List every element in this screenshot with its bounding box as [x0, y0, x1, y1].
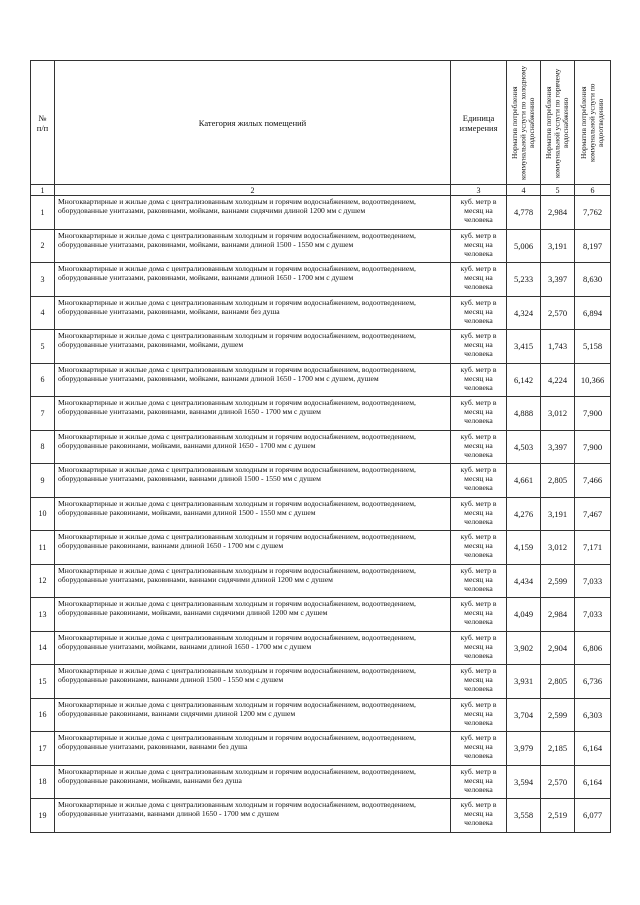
row-cold-water-norm: 4,049 [507, 598, 541, 632]
row-unit: куб. метр в месяц на человека [451, 497, 507, 531]
table-row [31, 229, 611, 263]
row-unit: куб. метр в месяц на человека [451, 732, 507, 766]
row-hot-water-norm: 2,185 [541, 732, 575, 766]
row-category: Многоквартирные и жилые дома с централизованным холодным и горячим водоснабжением, водоотведением, оборудованные унитазами, раковинами, мойками, ваннами длиной 1650 - 1700 мм с душем [55, 263, 451, 297]
row-sewerage-norm: 6,077 [575, 799, 611, 833]
column-number: 5 [541, 185, 575, 196]
row-cold-water-norm: 3,902 [507, 631, 541, 665]
table-row [31, 564, 611, 598]
row-sewerage-norm: 7,171 [575, 531, 611, 565]
row-hot-water-norm: 4,224 [541, 363, 575, 397]
column-number: 2 [55, 185, 451, 196]
row-sewerage-norm: 7,900 [575, 397, 611, 431]
row-cold-water-norm: 5,233 [507, 263, 541, 297]
row-category: Многоквартирные и жилые дома с централизованным холодным и горячим водоснабжением, водоотведением, оборудованные унитазами, мойками, ваннами длиной 1650 - 1700 мм с душем [55, 631, 451, 665]
table-row [31, 464, 611, 498]
table-row [31, 263, 611, 297]
table-row [31, 531, 611, 565]
table-row [31, 363, 611, 397]
row-cold-water-norm: 3,704 [507, 698, 541, 732]
header-hot-water: Норматив потребления коммунальной услуги по горячему водоснабжению [541, 61, 575, 185]
row-cold-water-norm: 3,558 [507, 799, 541, 833]
row-sewerage-norm: 6,894 [575, 296, 611, 330]
row-sewerage-norm: 7,900 [575, 430, 611, 464]
row-hot-water-norm: 3,397 [541, 263, 575, 297]
row-hot-water-norm: 2,570 [541, 296, 575, 330]
row-cold-water-norm: 4,503 [507, 430, 541, 464]
row-unit: куб. метр в месяц на человека [451, 296, 507, 330]
row-number: 12 [31, 564, 55, 598]
row-unit: куб. метр в месяц на человека [451, 799, 507, 833]
row-cold-water-norm: 4,778 [507, 196, 541, 230]
row-number: 15 [31, 665, 55, 699]
table-row [31, 598, 611, 632]
row-unit: куб. метр в месяц на человека [451, 363, 507, 397]
row-sewerage-norm: 6,164 [575, 765, 611, 799]
row-cold-water-norm: 4,661 [507, 464, 541, 498]
row-category: Многоквартирные и жилые дома с централизованным холодным и горячим водоснабжением, водоотведением, оборудованные унитазами, раковинами, мойками, ваннами длиной 1650 - 1700 мм с душем, душем [55, 363, 451, 397]
row-unit: куб. метр в месяц на человека [451, 631, 507, 665]
row-cold-water-norm: 4,434 [507, 564, 541, 598]
table-row [31, 196, 611, 230]
header-sewerage: Норматив потребления коммунальной услуги по водоотведению [575, 61, 611, 185]
table-row [31, 732, 611, 766]
row-category: Многоквартирные и жилые дома с централизованным холодным и горячим водоснабжением, водоотведением, оборудованные унитазами, раковинами, ваннами длиной 1500 - 1550 мм с душем [55, 464, 451, 498]
row-sewerage-norm: 6,736 [575, 665, 611, 699]
table-row [31, 665, 611, 699]
consumption-norms-table [30, 60, 611, 833]
row-cold-water-norm: 3,931 [507, 665, 541, 699]
row-sewerage-norm: 7,033 [575, 564, 611, 598]
table-row [31, 330, 611, 364]
row-sewerage-norm: 7,033 [575, 598, 611, 632]
row-category: Многоквартирные и жилые дома с централизованным холодным и горячим водоснабжением, водоотведением, оборудованные раковинами, мойками, ваннами сидячими длиной 1200 мм с душем [55, 598, 451, 632]
row-unit: куб. метр в месяц на человека [451, 698, 507, 732]
row-cold-water-norm: 5,006 [507, 229, 541, 263]
row-cold-water-norm: 4,276 [507, 497, 541, 531]
table-row [31, 430, 611, 464]
row-number: 6 [31, 363, 55, 397]
row-number: 9 [31, 464, 55, 498]
table-body [31, 196, 611, 833]
row-hot-water-norm: 2,519 [541, 799, 575, 833]
table-row [31, 497, 611, 531]
row-unit: куб. метр в месяц на человека [451, 196, 507, 230]
row-unit: куб. метр в месяц на человека [451, 397, 507, 431]
row-category: Многоквартирные и жилые дома с централизованным холодным и горячим водоснабжением, водоотведением, оборудованные унитазами, раковинами, ваннами без душа [55, 732, 451, 766]
row-hot-water-norm: 3,012 [541, 531, 575, 565]
row-sewerage-norm: 7,762 [575, 196, 611, 230]
row-unit: куб. метр в месяц на человека [451, 531, 507, 565]
row-hot-water-norm: 1,743 [541, 330, 575, 364]
row-cold-water-norm: 4,888 [507, 397, 541, 431]
row-number: 11 [31, 531, 55, 565]
row-unit: куб. метр в месяц на человека [451, 464, 507, 498]
row-category: Многоквартирные и жилые дома с централизованным холодным и горячим водоснабжением, водоотведением, оборудованные унитазами, ваннами длиной 1650 - 1700 мм с душем [55, 799, 451, 833]
row-unit: куб. метр в месяц на человека [451, 430, 507, 464]
table-row [31, 296, 611, 330]
table-row [31, 799, 611, 833]
row-unit: куб. метр в месяц на человека [451, 598, 507, 632]
row-number: 13 [31, 598, 55, 632]
row-category: Многоквартирные и жилые дома с централизованным холодным и горячим водоснабжением, водоотведением, оборудованные унитазами, раковинами, ваннами длиной 1650 - 1700 мм с душем [55, 397, 451, 431]
row-sewerage-norm: 6,303 [575, 698, 611, 732]
row-sewerage-norm: 8,197 [575, 229, 611, 263]
row-hot-water-norm: 2,984 [541, 598, 575, 632]
row-number: 5 [31, 330, 55, 364]
row-category: Многоквартирные и жилые дома с централизованным холодным и горячим водоснабжением, водоотведением, оборудованные раковинами, ваннами длиной 1500 - 1550 мм с душем [55, 665, 451, 699]
column-number-row [31, 185, 611, 196]
row-hot-water-norm: 2,599 [541, 564, 575, 598]
row-number: 18 [31, 765, 55, 799]
table-header-row [31, 61, 611, 185]
table-row [31, 631, 611, 665]
row-sewerage-norm: 6,806 [575, 631, 611, 665]
row-hot-water-norm: 3,397 [541, 430, 575, 464]
row-category: Многоквартирные и жилые дома с централизованным холодным и горячим водоснабжением, водоотведением, оборудованные раковинами, мойками, ваннами длиной 1650 - 1700 мм с душем [55, 430, 451, 464]
row-hot-water-norm: 3,191 [541, 497, 575, 531]
row-number: 19 [31, 799, 55, 833]
row-unit: куб. метр в месяц на человека [451, 229, 507, 263]
row-number: 1 [31, 196, 55, 230]
row-cold-water-norm: 6,142 [507, 363, 541, 397]
row-number: 8 [31, 430, 55, 464]
row-unit: куб. метр в месяц на человека [451, 665, 507, 699]
row-category: Многоквартирные и жилые дома с централизованным холодным и горячим водоснабжением, водоотведением, оборудованные унитазами, раковинами, ваннами сидячими длиной 1200 мм с душем [55, 564, 451, 598]
row-sewerage-norm: 10,366 [575, 363, 611, 397]
row-cold-water-norm: 4,159 [507, 531, 541, 565]
row-hot-water-norm: 2,984 [541, 196, 575, 230]
row-number: 16 [31, 698, 55, 732]
row-sewerage-norm: 5,158 [575, 330, 611, 364]
row-hot-water-norm: 3,012 [541, 397, 575, 431]
row-category: Многоквартирные и жилые дома с централизованным холодным и горячим водоснабжением, водоотведением, оборудованные раковинами, мойками, ваннами длиной 1500 - 1550 мм с душем [55, 497, 451, 531]
column-number: 6 [575, 185, 611, 196]
table-row [31, 397, 611, 431]
row-category: Многоквартирные и жилые дома с централизованным холодным и горячим водоснабжением, водоотведением, оборудованные раковинами, ваннами сидячими длиной 1200 мм с душем [55, 698, 451, 732]
header-category: Категория жилых помещений [55, 61, 451, 185]
row-hot-water-norm: 2,805 [541, 464, 575, 498]
column-number: 1 [31, 185, 55, 196]
row-unit: куб. метр в месяц на человека [451, 330, 507, 364]
row-category: Многоквартирные и жилые дома с централизованным холодным и горячим водоснабжением, водоотведением, оборудованные раковинами, мойками, ваннами без душа [55, 765, 451, 799]
row-cold-water-norm: 3,415 [507, 330, 541, 364]
row-cold-water-norm: 3,594 [507, 765, 541, 799]
row-cold-water-norm: 3,979 [507, 732, 541, 766]
row-number: 14 [31, 631, 55, 665]
row-category: Многоквартирные и жилые дома с централизованным холодным и горячим водоснабжением, водоотведением, оборудованные унитазами, раковинами, мойками, душем [55, 330, 451, 364]
row-number: 3 [31, 263, 55, 297]
row-cold-water-norm: 4,324 [507, 296, 541, 330]
document-page [30, 60, 610, 833]
row-sewerage-norm: 8,630 [575, 263, 611, 297]
row-category: Многоквартирные и жилые дома с централизованным холодным и горячим водоснабжением, водоотведением, оборудованные унитазами, раковинами, мойками, ваннами без душа [55, 296, 451, 330]
row-number: 2 [31, 229, 55, 263]
table-row [31, 698, 611, 732]
header-unit: Единица измерения [451, 61, 507, 185]
row-hot-water-norm: 3,191 [541, 229, 575, 263]
column-number: 3 [451, 185, 507, 196]
row-unit: куб. метр в месяц на человека [451, 263, 507, 297]
row-hot-water-norm: 2,805 [541, 665, 575, 699]
header-cold-water: Норматив потребления коммунальной услуги по холодному водоснабжению [507, 61, 541, 185]
row-category: Многоквартирные и жилые дома с централизованным холодным и горячим водоснабжением, водоотведением, оборудованные унитазами, раковинами, мойками, ваннами сидячими длиной 1200 мм с душем [55, 196, 451, 230]
row-number: 10 [31, 497, 55, 531]
row-unit: куб. метр в месяц на человека [451, 564, 507, 598]
column-number: 4 [507, 185, 541, 196]
row-category: Многоквартирные и жилые дома с централизованным холодным и горячим водоснабжением, водоотведением, оборудованные раковинами, ваннами длиной 1650 - 1700 мм с душем [55, 531, 451, 565]
row-number: 17 [31, 732, 55, 766]
row-number: 4 [31, 296, 55, 330]
row-hot-water-norm: 2,570 [541, 765, 575, 799]
row-sewerage-norm: 6,164 [575, 732, 611, 766]
row-hot-water-norm: 2,599 [541, 698, 575, 732]
row-number: 7 [31, 397, 55, 431]
row-category: Многоквартирные и жилые дома с централизованным холодным и горячим водоснабжением, водоотведением, оборудованные унитазами, раковинами, мойками, ваннами длиной 1500 - 1550 мм с душем [55, 229, 451, 263]
table-row [31, 765, 611, 799]
row-sewerage-norm: 7,467 [575, 497, 611, 531]
header-num: № п/п [31, 61, 55, 185]
row-unit: куб. метр в месяц на человека [451, 765, 507, 799]
row-sewerage-norm: 7,466 [575, 464, 611, 498]
row-hot-water-norm: 2,904 [541, 631, 575, 665]
